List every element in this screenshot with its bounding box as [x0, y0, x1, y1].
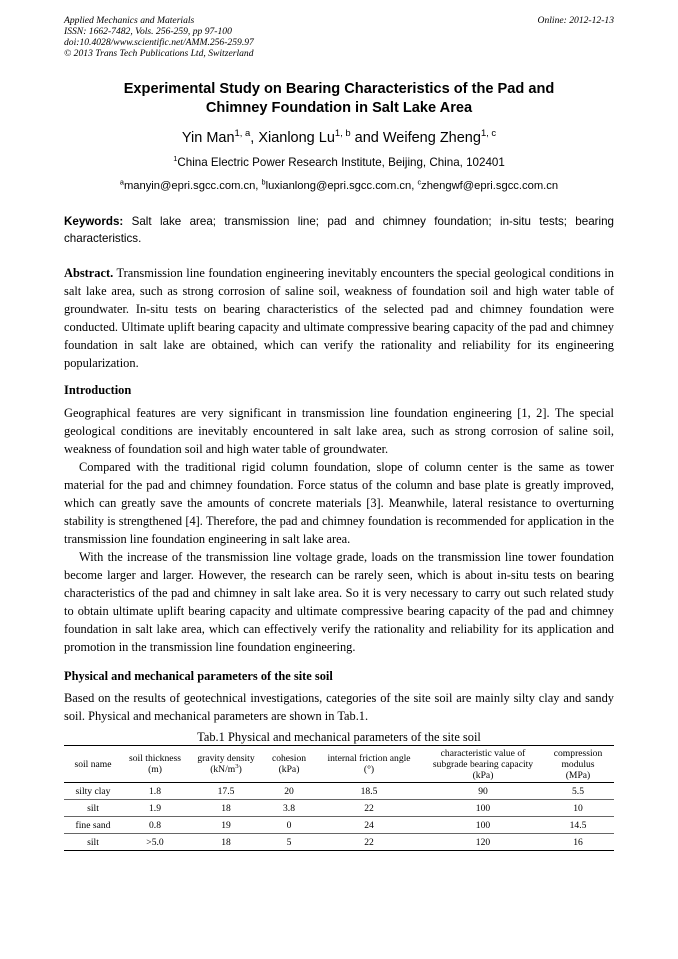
online-date: Online: 2012-12-13 [537, 15, 614, 26]
table-cell: >5.0 [122, 834, 188, 851]
author-name: Weifeng Zheng [382, 130, 481, 146]
table-row [64, 800, 614, 817]
author-list [64, 128, 614, 148]
table-cell: 5 [264, 834, 314, 851]
email-address: zhengwf@epri.sgcc.com.cn [421, 180, 559, 192]
table-cell: 3.8 [264, 800, 314, 817]
table-cell: 1.8 [122, 783, 188, 800]
paragraph: Compared with the traditional rigid column foundation, slope of column center is the same as tower material for the pad and chimney foundation. Force status of the column and base plate is greatly improved, which can greatly save the amounts of concrete materials [3]. Meanwhile, lateral resistance to overturning stability is strengthened [4]. Therefore, the pad and chimney foundation is recommended for application in the transmission line foundation engineering in salt lake area. [64, 460, 614, 546]
table-cell: 0 [264, 817, 314, 834]
title-line-1: Experimental Study on Bearing Characteristics of the Pad and [123, 81, 555, 97]
author-affil-mark: 1, a [234, 127, 251, 139]
table-cell: 19 [188, 817, 264, 834]
table-caption: Tab.1 Physical and mechanical parameters of the site soil [197, 730, 481, 744]
author-separator: and [350, 130, 383, 146]
keywords-text: Salt lake area; transmission line; pad and chimney foundation; in-situ tests; bearing characteristics. [64, 215, 614, 245]
table-cell: 16 [542, 834, 614, 851]
table-cell: 0.8 [122, 817, 188, 834]
author-name: Yin Man [181, 130, 235, 146]
table-cell: 18 [188, 800, 264, 817]
section-heading: Physical and mechanical parameters of the site soil [64, 669, 333, 683]
journal-header [64, 15, 614, 59]
abstract-text: Transmission line foundation engineering inevitably encounters the special geological conditions in salt lake area, such as strong corrosion of saline soil, weakness of foundation soil and high water table of groundwater. In-situ tests on bearing characteristics of the selected pad and chimney foundation were conducted. Ultimate uplift bearing capacity and ultimate compressive bearing capacity of the pad and chimney foundation in salt lake are obtained, which can verify the rationality and reliability for its engineering popularization. [64, 266, 614, 370]
author-separator: , [250, 130, 259, 146]
table-cell: silt [64, 834, 122, 851]
abstract [64, 264, 614, 372]
table-row [64, 783, 614, 800]
table-row [64, 817, 614, 834]
table-cell: 120 [424, 834, 542, 851]
author-name: Xianlong Lu [258, 130, 335, 146]
abstract-paragraph [64, 264, 614, 372]
column-header: internal friction angle (°) [314, 746, 424, 783]
table-cell: 18.5 [314, 783, 424, 800]
column-header: compression modulus (MPa) [542, 746, 614, 783]
table-cell: 14.5 [542, 817, 614, 834]
table-cell: 17.5 [188, 783, 264, 800]
section-heading: Introduction [64, 383, 132, 397]
keywords [64, 213, 614, 247]
paper-title [64, 80, 614, 118]
table-cell: 5.5 [542, 783, 614, 800]
table-cell: 20 [264, 783, 314, 800]
email-address: manyin@epri.sgcc.com.cn, [123, 180, 259, 192]
affiliation-text: China Electric Power Research Institute, Beijing, China, 102401 [177, 156, 505, 169]
table-cell: fine sand [64, 817, 122, 834]
column-header: cohesion (kPa) [264, 746, 314, 783]
table-cell: 22 [314, 800, 424, 817]
table-cell: 1.9 [122, 800, 188, 817]
issn-line: ISSN: 1662-7482, Vols. 256-259, pp 97-100 [64, 26, 232, 37]
email-mark: c [417, 177, 422, 187]
doi-line: doi:10.4028/www.scientific.net/AMM.256-259.97 [64, 37, 254, 48]
copyright-line: © 2013 Trans Tech Publications Ltd, Switzerland [64, 48, 254, 59]
column-header: gravity density $(kN/m^3)$ [188, 746, 264, 783]
email-address: luxianlong@epri.sgcc.com.cn, [265, 180, 415, 192]
table-row [64, 834, 614, 851]
column-header: soil name [64, 746, 122, 783]
paragraph: Geographical features are very significant in transmission line foundation engineering [1, 2]. The special geological conditions are inevitably encountered in salt lake area, such as strong corrosion of saline soil, weakness of foundation soil and high water table of groundwater. [64, 406, 614, 456]
column-header: soil thickness (m) [122, 746, 188, 783]
table-cell: silty clay [64, 783, 122, 800]
keywords-label: Keywords: [64, 215, 124, 228]
table-cell: 24 [314, 817, 424, 834]
soil-parameters-table [64, 745, 614, 851]
title-line-2: Chimney Foundation in Salt Lake Area [205, 100, 473, 116]
paragraph: Based on the results of geotechnical investigations, categories of the site soil are mainly silty clay and sandy soil. Physical and mechanical parameters are shown in Tab.1. [64, 691, 614, 723]
column-header: characteristic value of subgrade bearing capacity (kPa) [424, 746, 542, 783]
table-cell: 10 [542, 800, 614, 817]
introduction-section [64, 404, 614, 656]
table-cell: silt [64, 800, 122, 817]
table-cell: 18 [188, 834, 264, 851]
paragraph: With the increase of the transmission line voltage grade, loads on the transmission line tower foundation become larger and larger. However, the research can be rarely seen, which is about in-situ tests on bearing characteristics of the pad and chimney in salt lake area. So it is very necessary to carry out such related study to obtain ultimate uplift bearing capacity and ultimate compressive bearing capacity of the pad and chimney foundation in salt lake area, which can effectively verify the rationality and reliability for its application and promotion in the transmission line foundation engineering. [64, 550, 614, 654]
abstract-label: Abstract. [64, 266, 114, 280]
affiliation [64, 155, 614, 171]
table-cell: 90 [424, 783, 542, 800]
table-cell: 100 [424, 817, 542, 834]
table-cell: 22 [314, 834, 424, 851]
email-mark: a [119, 177, 124, 187]
table-header-row [64, 746, 614, 783]
author-affil-mark: 1, c [480, 127, 497, 139]
email-list [64, 178, 614, 194]
table-cell: 100 [424, 800, 542, 817]
author-affil-mark: 1, b [334, 127, 351, 139]
email-mark: b [261, 177, 266, 187]
affiliation-mark: 1 [173, 154, 178, 164]
journal-name: Applied Mechanics and Materials [64, 15, 195, 26]
physical-section [64, 689, 614, 725]
